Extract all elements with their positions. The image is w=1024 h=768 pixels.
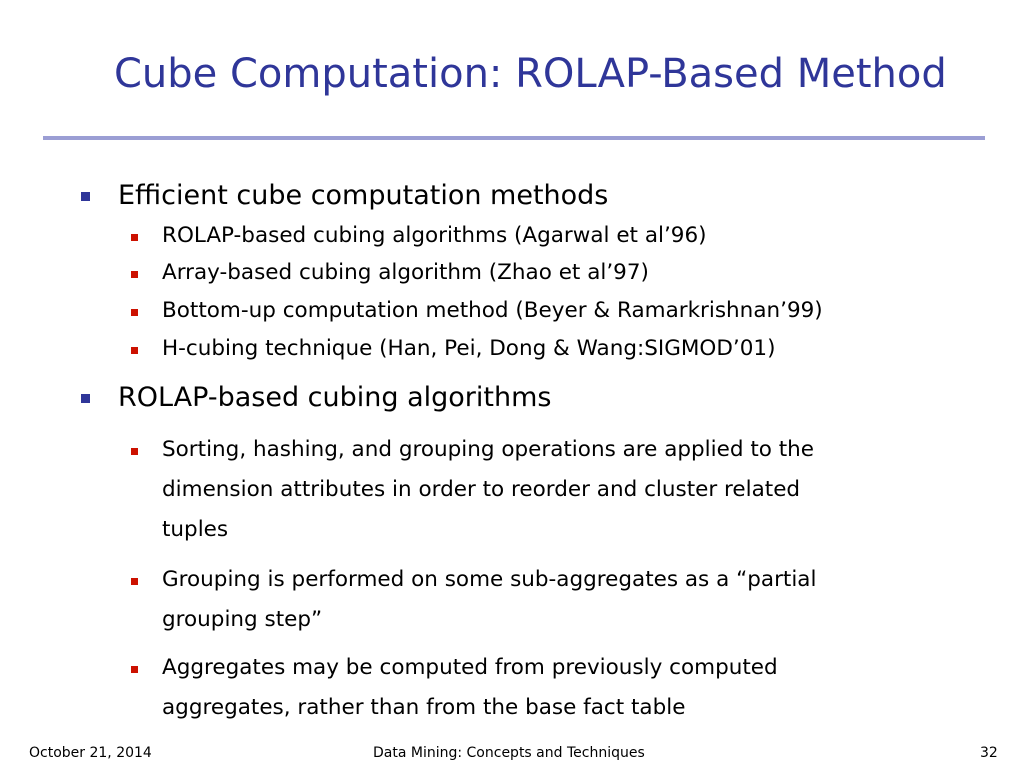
footer-course-title: Data Mining: Concepts and Techniques bbox=[373, 745, 645, 761]
square-bullet-icon bbox=[81, 192, 90, 201]
slide-title: Cube Computation: ROLAP-Based Method bbox=[114, 51, 947, 97]
sub-bullet-rolap-agarwal bbox=[162, 219, 707, 253]
sub-bullet-text: ROLAP-based cubing algorithms (Agarwal et al’96) bbox=[162, 223, 707, 248]
square-bullet-icon bbox=[131, 271, 138, 278]
sub-bullet-line: grouping step” bbox=[162, 607, 323, 632]
sub-bullet-line: aggregates, rather than from the base fact table bbox=[162, 695, 686, 720]
square-bullet-icon bbox=[131, 448, 138, 455]
square-bullet-icon bbox=[131, 666, 138, 673]
sub-bullet-text: Bottom-up computation method (Beyer & Ramarkrishnan’99) bbox=[162, 298, 823, 323]
bullet-rolap-algorithms bbox=[118, 380, 551, 416]
sub-bullet-line: Grouping is performed on some sub-aggregates as a “partial bbox=[162, 567, 817, 592]
footer-page-number: 32 bbox=[980, 745, 998, 761]
square-bullet-icon bbox=[81, 394, 90, 403]
title-divider bbox=[43, 136, 985, 140]
sub-bullet-h-cubing-han bbox=[162, 332, 776, 366]
sub-bullet-line: tuples bbox=[162, 517, 229, 542]
sub-bullet-aggregates-computed bbox=[162, 648, 778, 728]
sub-bullet-line: Sorting, hashing, and grouping operations are applied to the bbox=[162, 437, 815, 462]
square-bullet-icon bbox=[131, 347, 138, 354]
sub-bullet-text: Array-based cubing algorithm (Zhao et al’97) bbox=[162, 260, 649, 285]
square-bullet-icon bbox=[131, 309, 138, 316]
bullet-text: Efficient cube computation methods bbox=[118, 180, 609, 211]
sub-bullet-sorting-hashing bbox=[162, 430, 814, 550]
square-bullet-icon bbox=[131, 578, 138, 585]
sub-bullet-line: dimension attributes in order to reorder and cluster related bbox=[162, 477, 801, 502]
sub-bullet-text: H-cubing technique (Han, Pei, Dong & Wang:SIGMOD’01) bbox=[162, 336, 776, 361]
bullet-text: ROLAP-based cubing algorithms bbox=[118, 382, 552, 413]
sub-bullet-grouping-partial bbox=[162, 560, 816, 640]
square-bullet-icon bbox=[131, 234, 138, 241]
sub-bullet-line: Aggregates may be computed from previously computed bbox=[162, 655, 778, 680]
footer-date: October 21, 2014 bbox=[29, 745, 152, 761]
sub-bullet-array-zhao bbox=[162, 256, 649, 290]
bullet-efficient-methods bbox=[118, 178, 608, 214]
sub-bullet-bottom-up-beyer bbox=[162, 294, 823, 328]
